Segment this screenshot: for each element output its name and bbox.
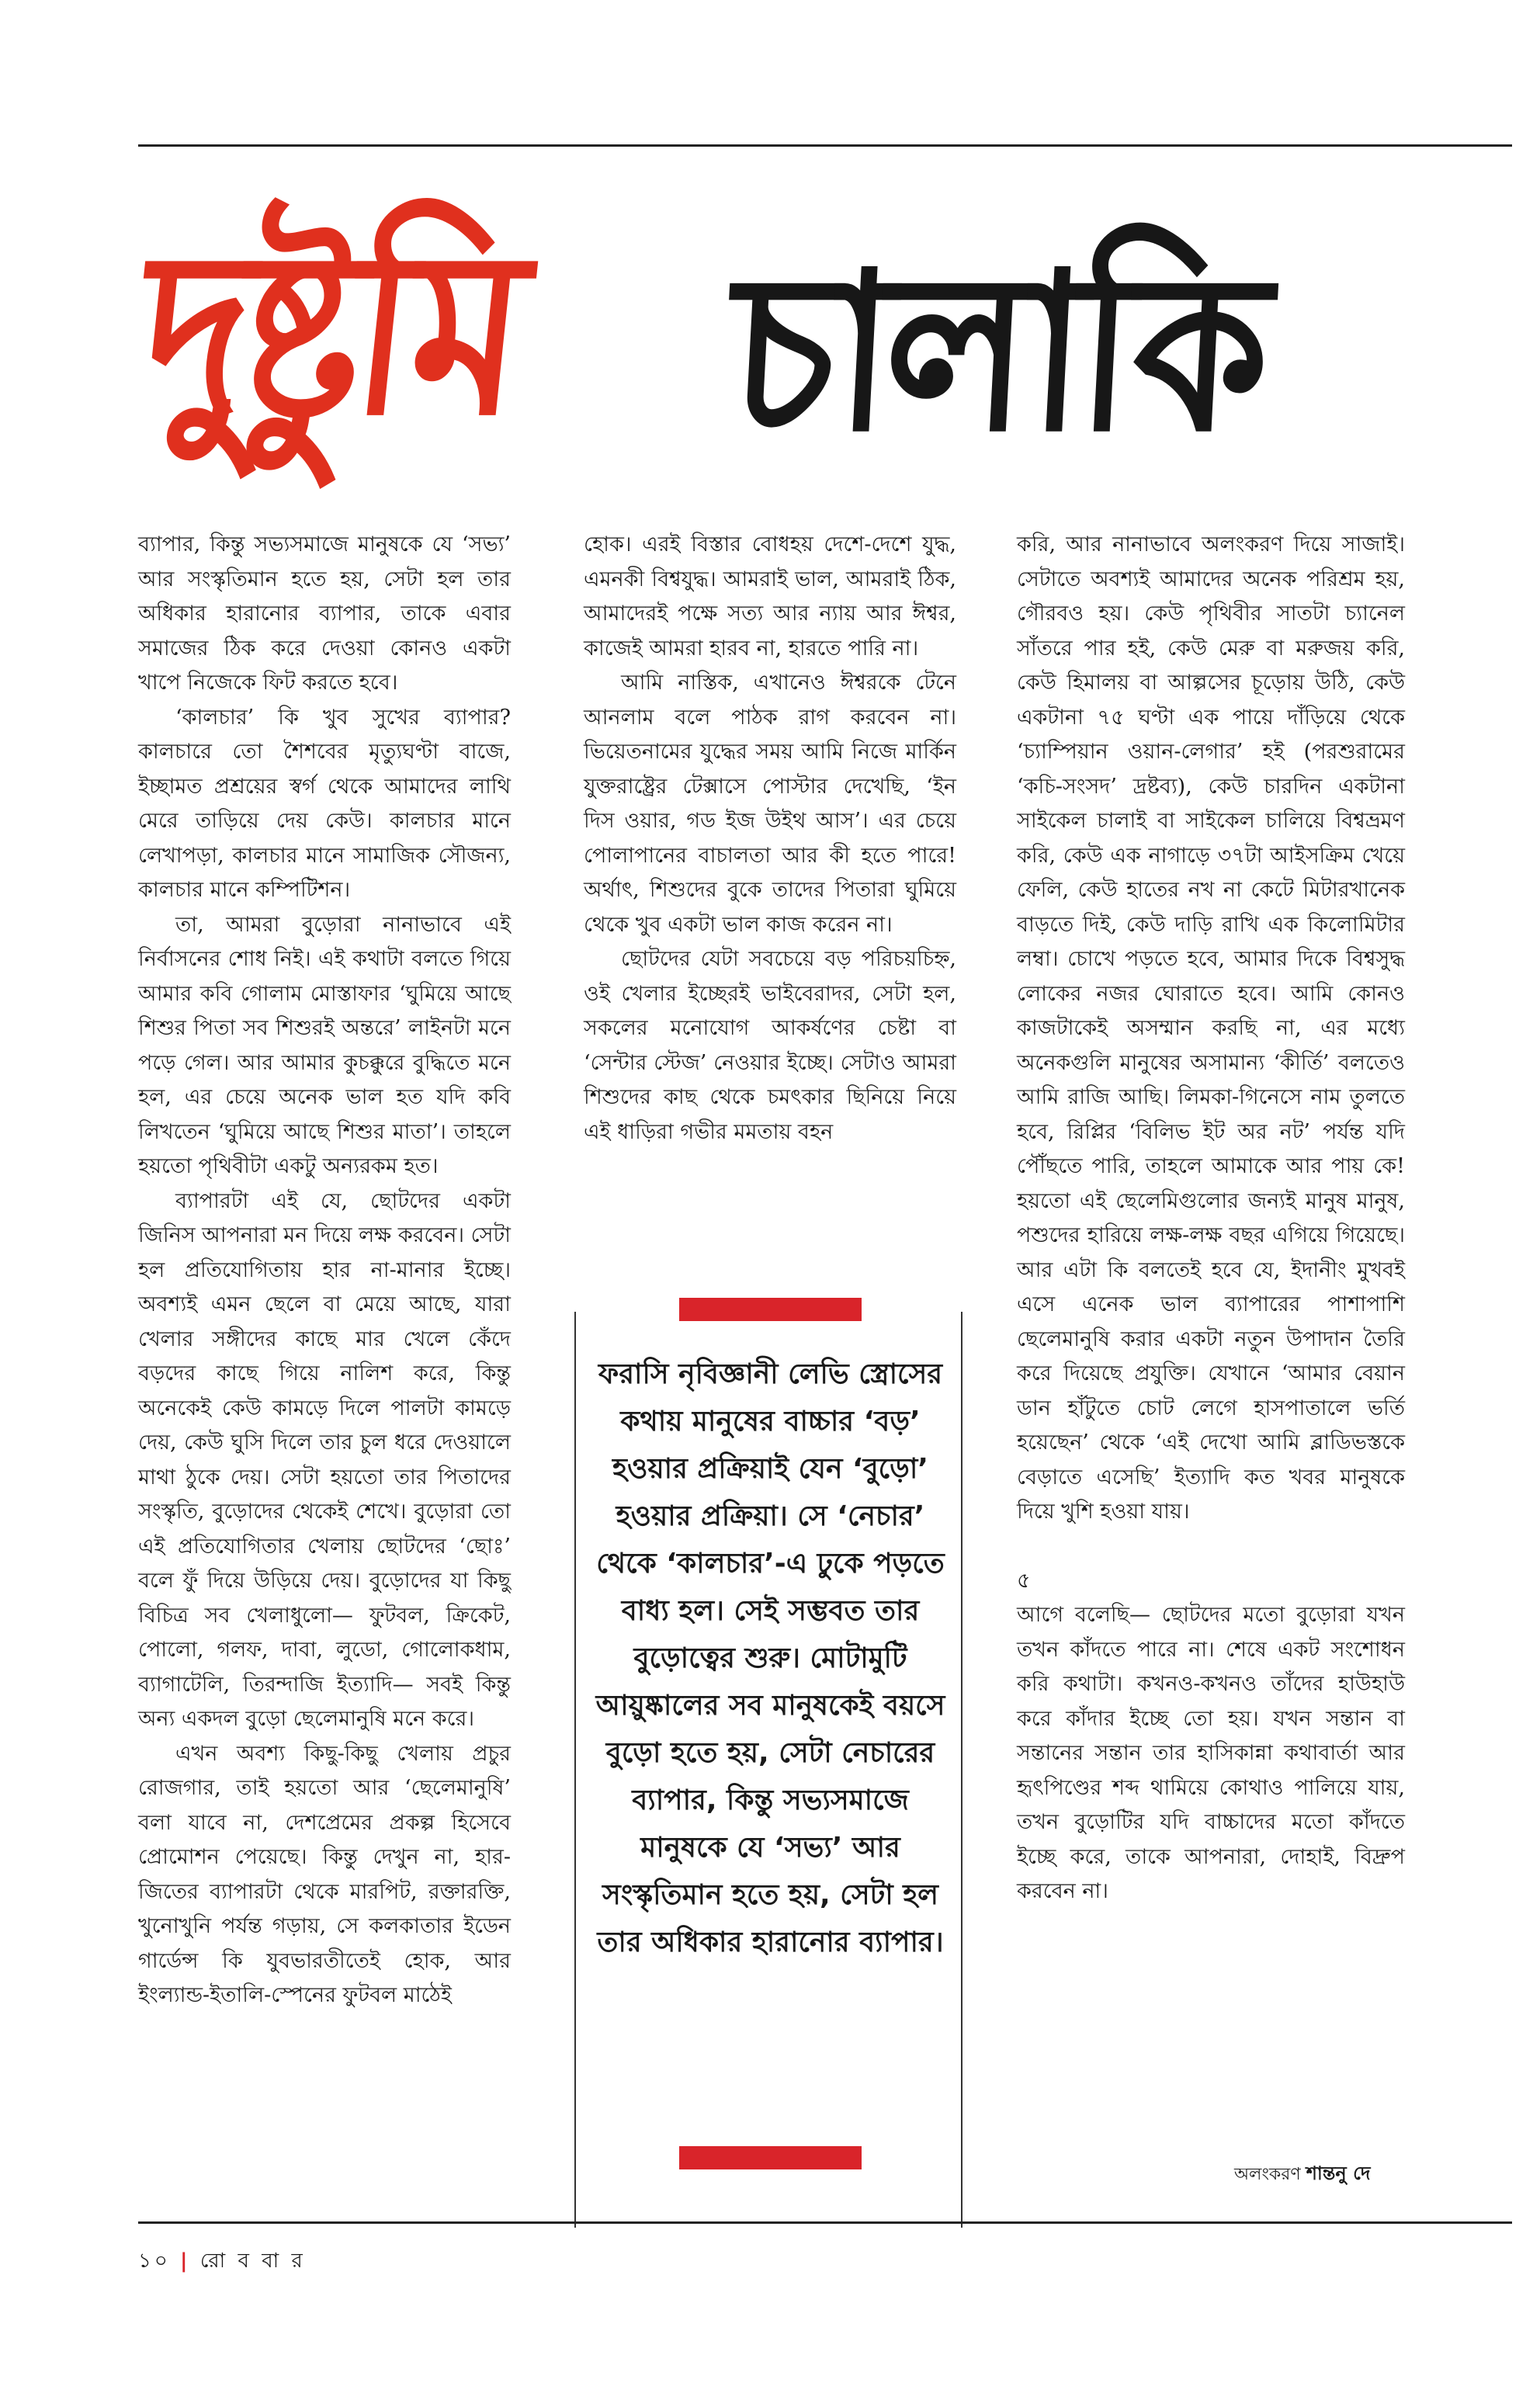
article-column-1 [138,528,511,2013]
column-divider [961,1312,962,2228]
pullquote-top-bar [679,1298,862,1321]
paragraph: তা, আমরা বুড়োরা নানাভাবে এই নির্বাসনের শোধ নিই। এই কথাটা বলতে গিয়ে আমার কবি গোলাম মোস্তাফার ‘ঘুমিয়ে আছে শিশুর পিতা সব শিশুরই অন্তরে’ লাইনটা মনে পড়ে গেল। আর আমার কুচক্কুরে বুদ্ধিতে মনে হল, এর চেয়ে অনেক ভাল হত যদি কবি লিখতেন ‘ঘুমিয়ে আছে শিশুর মাতা’। তাহলে হয়তো পৃথিবীটা একটু অন্যরকম হত। [138,912,511,1178]
pullquote: ফরাসি নৃবিজ্ঞানী লেভি স্ত্রোসের কথায় মানুষের বাচ্চার ‘বড়’ হওয়ার প্রক্রিয়াই যেন ‘বুড়ো’ হওয়ার প্রক্রিয়া। সে ‘নেচার’ থেকে ‘কালচার’-এ ঢুকে পড়তে বাধ্য হল। সেই সম্ভবত তার বুড়োত্বের শুরু। মোটামুটি আয়ুষ্কালের সব মানুষকেই বয়সে বুড়ো হতে হয়, সেটা নেচারের ব্যাপার, কিন্তু সভ্যসমাজে মানুষকে যে ‘সভ্য’ আর সংস্কৃতিমান হতে হয়, সেটা হল তার অধিকার হারানোর ব্যাপার। [595,1358,945,1958]
headline-red-word: দুষ্টুমি [129,203,531,466]
paragraph: করি, আর নানাভাবে অলংকরণ দিয়ে সাজাই। সেটাতে অবশ্যই আমাদের অনেক পরিশ্রম হয়, গৌরবও হয়। কেউ পৃথিবীর সাতটা চ্যানেল সাঁতরে পার হই, কেউ মেরু বা মরুজয় করি, কেউ হিমালয় বা আল্পসের চূড়োয় উঠি, কেউ একটানা ৭৫ ঘণ্টা এক পায়ে দাঁড়িয়ে থেকে ‘চ্যাম্পিয়ান ওয়ান-লেগার’ হই (পরশুরামের ‘কচি-সংসদ’ দ্রষ্টব্য), কেউ চারদিন একটানা সাইকেল চালাই বা সাইকেল চালিয়ে বিশ্বভ্রমণ করি, কেউ এক নাগাড়ে ৩৭টা আইসক্রিম খেয়ে ফেলি, কেউ হাতের নখ না কেটে মিটারখানেক বাড়তে দিই, কেউ দাড়ি রাখি এক কিলোমিটার লম্বা। চোখে পড়তে হবে, আমার দিকে বিশ্বসুদ্ধ লোকের নজর ঘোরাতে হবে। আমি কোনও কাজটাকেই অসম্মান করছি না, এর মধ্যে অনেকগুলি মানুষের অসামান্য ‘কীর্তি’ বলতেও আমি রাজি আছি। লিমকা-গিনেসে নাম তুলতে হবে, রিপ্লির ‘বিলিভ ইট অর নট’ পর্যন্ত যদি পৌঁছতে পারি, তাহলে আমাকে আর পায় কে! হয়তো এই ছেলেমিগুলোর জন্যই মানুষ মানুষ, পশুদের হারিয়ে লক্ষ-লক্ষ বছর এগিয়ে গিয়েছে। আর এটা কি বলতেই হবে যে, ইদানীং মুখবই এসে এনেক ভাল ব্যাপারের পাশাপাশি ছেলেমানুষি করার একটা নতুন উপাদান তৈরি করে দিয়েছে প্রযুক্তি। যেখানে ‘আমার বেয়ান ডান হাঁটুতে চোট লেগে হাসপাতালে ভর্তি হয়েছেন’ থেকে ‘এই দেখো আমি ব্লাডিভস্তকে বেড়াতে এসেছি’ ইত্যাদি কত খবর মানুষকে দিয়ে খুশি হওয়া যায়। [1017,532,1405,1524]
paragraph: ‘কালচার’ কি খুব সুখের ব্যাপার? কালচারে তো শৈশবের মৃত্যুঘণ্টা বাজে, ইচ্ছামত প্রশ্রয়ের স্বর্গ থেকে আমাদের লাথি মেরে তাড়িয়ে দেয় কেউ। কালচার মানে লেখাপড়া, কালচার মানে সামাজিক সৌজন্য, কালচার মানে কম্পিটিশন। [138,705,511,902]
credit-label: অলংকরণ [1234,2165,1301,2184]
credit-artist: শান্তনু দে [1306,2162,1371,2184]
paragraph: হোক। এরই বিস্তার বোধহয় দেশে-দেশে যুদ্ধ, এমনকী বিশ্বযুদ্ধ। আমরাই ভাল, আমরাই ঠিক, আমাদেরই পক্ষে সত্য আর ন্যায় আর ঈশ্বর, কাজেই আমরা হারব না, হারতে পারি না। [584,532,956,661]
headline [129,198,1514,508]
paragraph: এখন অবশ্য কিছু-কিছু খেলায় প্রচুর রোজগার, তাই হয়তো আর ‘ছেলেমানুষি’ বলা যাবে না, দেশপ্রেমের প্রকল্প হিসেবে প্রোমোশন পেয়েছে। কিন্তু দেখুন না, হার-জিতের ব্যাপারটা থেকে মারপিট, রক্তারক্তি, খুনোখুনি পর্যন্ত গড়ায়, সে কলকাতার ইডেন গার্ডেন্স কি যুবভারতীতেই হোক, আর ইংল্যান্ড-ইতালি-স্পেনের ফুটবল মাঠেই [138,1741,511,2007]
paragraph: আগে বলেছি— ছোটদের মতো বুড়োরা যখন তখন কাঁদতে পারে না। শেষে একট সংশোধন করি কথাটা। কখনও-কখনও তাঁদের হাউহাউ করে কাঁদার ইচ্ছে তো হয়। যখন সন্তান বা সন্তানের সন্তান তার হাসিকান্না কথাবার্তা আর হৃৎপিণ্ডের শব্দ থামিয়ে কোথাও পালিয়ে যায়, তখন বুড়োটির যদি বাচ্চাদের মতো কাঁদতে ইচ্ছে করে, তাকে আপনারা, দোহাই, বিদ্রুপ করবেন না। [1017,1603,1405,1903]
article-column-3 [1017,528,1405,1909]
paragraph: ব্যাপার, কিন্তু সভ্যসমাজে মানুষকে যে ‘সভ্য’ আর সংস্কৃতিমান হতে হয়, সেটা হল তার অধিকার হারানোর ব্যাপার, তাকে এবার সমাজের ঠিক করে দেওয়া কোনও একটা খাপে নিজেকে ফিট করতে হবে। [138,532,511,695]
headline-black-word: চালাকি [725,226,1268,480]
bottom-rule [138,2221,1512,2224]
folio-separator: | [180,2249,191,2273]
illustration-credit [1234,2159,1370,2190]
section-number: ৫ [1017,1568,1031,1593]
pullquote-bottom-bar [679,2146,862,2169]
article-column-2 [584,528,956,1150]
paragraph: ছোটদের যেটা সবচেয়ে বড় পরিচয়চিহ্ন, ওই খেলার ইচ্ছেরই ভাইবেরাদর, সেটা হল, সকলের মনোযোগ আকর্ষণের চেষ্টা বা ‘সেন্টার স্টেজ’ নেওয়ার ইচ্ছে। সেটাও আমরা শিশুদের কাছ থেকে চমৎকার ছিনিয়ে নিয়ে এই ধাড়িরা গভীর মমতায় বহন [584,947,956,1144]
magazine-name: রো ব বা র [199,2249,306,2273]
paragraph: আমি নাস্তিক, এখানেও ঈশ্বরকে টেনে আনলাম বলে পাঠক রাগ করবেন না। ভিয়েতনামের যুদ্ধের সময় আমি নিজে মার্কিন যুক্তরাষ্ট্রের টেক্সাসে পোস্টার দেখেছি, ‘ইন দিস ওয়ার, গড ইজ উইথ আস’। এর চেয়ে পোলাপানের বাচালতা আর কী হতে পারে! অর্থাৎ, শিশুদের বুকে তাদের পিতারা ঘুমিয়ে থেকে খুব একটা ভাল কাজ করেন না। [584,671,956,937]
page-number: ১০ [138,2249,171,2273]
folio [138,2245,306,2279]
top-rule [138,144,1512,147]
column-divider [574,1312,576,2228]
paragraph: ব্যাপারটা এই যে, ছোটদের একটা জিনিস আপনারা মন দিয়ে লক্ষ করবেন। সেটা হল প্রতিযোগিতায় হার না-মানার ইচ্ছে। অবশ্যই এমন ছেলে বা মেয়ে আছে, যারা খেলার সঙ্গীদের কাছে মার খেলে কেঁদে বড়দের কাছে গিয়ে নালিশ করে, কিন্তু অনেকেই কেউ কামড়ে দিলে পালটা কামড়ে দেয়, কেউ ঘুসি দিলে তার চুল ধরে দেওয়ালে মাথা ঠুকে দেয়। সেটা হয়তো তার পিতাদের সংস্কৃতি, বুড়োদের থেকেই শেখে। বুড়োরা তো এই প্রতিযোগিতার খেলায় ছোটদের ‘ছোঃ’ বলে ফুঁ দিয়ে উড়িয়ে দেয়। বুড়োদের যা কিছু বিচিত্র সব খেলাধুলো— ফুটবল, ক্রিকেট, পোলো, গলফ, দাবা, লুডো, গোলোকধাম, ব্যাগাটেলি, তিরন্দাজি ইত্যাদি— সবই কিন্তু অন্য একদল বুড়ো ছেলেমানুষি মনে করে। [138,1188,511,1731]
